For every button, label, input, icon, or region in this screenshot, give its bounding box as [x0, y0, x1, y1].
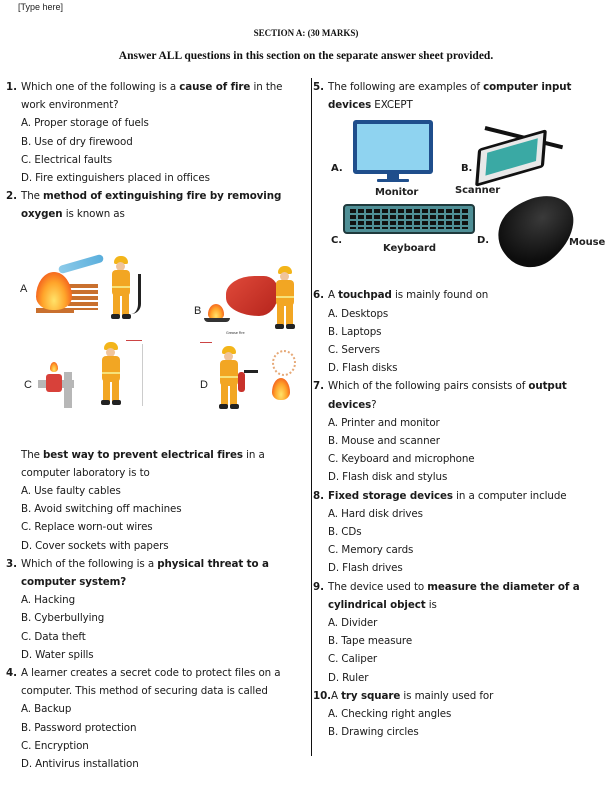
stem-text: The following are examples of	[328, 81, 484, 93]
fire-image-a	[6, 246, 156, 326]
tiny-red-caption	[126, 340, 142, 341]
option-7a: A. Printer and monitor	[328, 416, 440, 429]
question-2	[6, 187, 302, 223]
hose-icon	[126, 274, 141, 314]
firefighter-icon	[98, 342, 128, 410]
option-8b: B. CDs	[328, 526, 362, 539]
image-letter: D	[200, 378, 208, 391]
fire-method-images	[6, 246, 302, 446]
scanner-glass-icon	[485, 139, 537, 176]
option-10a: A. Checking right angles	[328, 708, 452, 721]
stem-text: in a computer laboratory is to	[21, 448, 265, 479]
stem-bold: computer input devices	[328, 81, 572, 112]
option-4d: D. Antivirus installation	[21, 758, 139, 771]
stem-text: A learner creates a secret code to protect files on a computer. This method of securing data is called	[21, 667, 281, 698]
option-2c: C. Replace worn-out wires	[21, 521, 153, 534]
question-1	[6, 78, 302, 114]
question-number: 5.	[313, 81, 324, 93]
section-title: SECTION A: (30 MARKS)	[253, 28, 359, 38]
stem-text: A	[328, 289, 339, 302]
option-2b: B. Avoid switching off machines	[21, 503, 182, 516]
stem-text: Which of the following pairs consists of	[328, 380, 529, 393]
option-8c: C. Memory cards	[328, 544, 414, 557]
option-2a: A. Use faulty cables	[21, 485, 121, 498]
stem-text: Which of the following is a	[21, 557, 158, 570]
keyboard-keys-icon	[350, 209, 468, 229]
panel-divider	[142, 344, 143, 406]
device-letter-c: C.	[331, 235, 342, 247]
header-placeholder: [Type here]	[18, 2, 64, 12]
valve-icon	[46, 374, 62, 392]
stem-bold: try square	[341, 689, 401, 702]
smoke-icon	[272, 350, 296, 376]
image-letter: B	[194, 304, 202, 317]
option-9a: A. Divider	[328, 617, 378, 630]
option-3b: B. Cyberbullying	[21, 612, 105, 625]
stem-text: The	[21, 448, 44, 461]
question-number: 4.	[6, 667, 17, 680]
option-7c: C. Keyboard and microphone	[328, 453, 475, 466]
flame-icon	[36, 272, 72, 310]
stem-bold: cause of fire	[179, 81, 251, 93]
question-number: 3.	[6, 557, 17, 570]
mouse-icon	[486, 181, 588, 281]
stem-text: is mainly used for	[400, 689, 494, 702]
fire-extinguisher-icon	[238, 372, 245, 392]
option-6a: A. Desktops	[328, 307, 389, 320]
flame-icon	[50, 362, 58, 372]
question-3	[6, 555, 302, 591]
fire-image-b	[186, 246, 306, 336]
scanner-icon	[475, 129, 547, 187]
question-number: 7.	[313, 380, 324, 393]
option-3a: A. Hacking	[21, 594, 76, 607]
frying-pan-icon	[204, 318, 230, 322]
stem-text: ?	[371, 398, 377, 411]
stem-text: in a computer include	[452, 489, 567, 502]
option-4b: B. Password protection	[21, 721, 137, 734]
monitor-base-icon	[377, 179, 409, 182]
stem-bold: touchpad	[338, 289, 392, 302]
water-spray-icon	[58, 253, 104, 273]
extinguisher-nozzle-icon	[244, 370, 258, 373]
stem-bold: best way to prevent electrical fires	[43, 448, 243, 461]
option-1c: C. Electrical faults	[21, 153, 113, 166]
fire-image-d	[186, 338, 306, 418]
stem-bold: measure the diameter of a cylindrical object	[328, 580, 580, 611]
option-6d: D. Flash disks	[328, 362, 398, 375]
option-1b: B. Use of dry firewood	[21, 135, 133, 148]
flame-icon	[272, 378, 290, 400]
device-name-mouse: Mouse	[569, 237, 606, 249]
option-7b: B. Mouse and scanner	[328, 435, 440, 448]
pallet-stack-icon	[68, 284, 98, 310]
right-column	[313, 78, 608, 741]
option-9c: C. Caliper	[328, 653, 378, 666]
device-letter-a: A.	[331, 163, 343, 175]
stem-text: The device used to	[328, 580, 428, 593]
option-1d: D. Fire extinguishers placed in offices	[21, 172, 210, 185]
question-number: 1.	[6, 81, 17, 93]
column-divider	[311, 78, 312, 756]
question-number: 9.	[313, 580, 324, 593]
option-9d: D. Ruler	[328, 671, 369, 684]
device-name-monitor: Monitor	[375, 187, 419, 199]
question-9	[313, 578, 608, 614]
stem-text: The	[21, 190, 44, 203]
option-10b: B. Drawing circles	[328, 726, 419, 739]
image-letter: C	[24, 378, 32, 391]
stem-text: in the work environment?	[21, 81, 283, 112]
question-6	[313, 286, 608, 304]
device-letter-d: D.	[477, 235, 489, 247]
option-7d: D. Flash disk and stylus	[328, 471, 448, 484]
stem-text: Which one of the following is a	[21, 81, 180, 93]
question-7	[313, 377, 608, 413]
option-1a: A. Proper storage of fuels	[21, 117, 149, 130]
option-8d: D. Flash drives	[328, 562, 403, 575]
question-5	[313, 78, 608, 114]
stem-text: A	[330, 689, 342, 702]
option-8a: A. Hard disk drives	[328, 507, 423, 520]
stem-text: EXCEPT	[371, 99, 413, 112]
question-number: 2.	[6, 190, 17, 203]
question-8	[313, 487, 608, 505]
option-2d: D. Cover sockets with papers	[21, 539, 169, 552]
stem-text: is known as	[62, 208, 125, 221]
question-4	[6, 664, 302, 700]
device-letter-b: B.	[461, 163, 473, 175]
question-number: 6.	[313, 289, 324, 302]
left-column	[6, 78, 302, 773]
fire-blanket-icon	[226, 276, 278, 316]
device-name-keyboard: Keyboard	[383, 243, 436, 255]
instructions: Answer ALL questions in this section on the separate answer sheet provided.	[118, 50, 494, 62]
pipe-vertical-icon	[64, 372, 72, 408]
monitor-icon	[353, 120, 433, 174]
keyboard-icon	[343, 204, 475, 234]
firefighter-icon	[272, 266, 302, 334]
option-4c: C. Encryption	[21, 739, 89, 752]
stem-text: is mainly found on	[391, 289, 489, 302]
option-6b: B. Laptops	[328, 325, 382, 338]
stem-bold: output devices	[328, 380, 567, 411]
option-4a: A. Backup	[21, 703, 72, 716]
option-3d: D. Water spills	[21, 648, 94, 661]
stem-bold: physical threat to a computer system?	[21, 557, 269, 589]
question-number: 10.	[313, 689, 331, 702]
image-letter: A	[20, 282, 28, 295]
option-6c: C. Servers	[328, 344, 380, 357]
option-9b: B. Tape measure	[328, 635, 413, 648]
option-3c: C. Data theft	[21, 630, 86, 643]
stem-bold: method of extinguishing fire by removing oxygen	[21, 190, 282, 221]
tiny-red-caption	[200, 342, 212, 343]
question-10	[313, 687, 608, 705]
stem-text: is	[425, 598, 437, 611]
stem-bold: Fixed storage devices	[328, 489, 453, 502]
device-name-scanner: Scanner	[455, 185, 501, 197]
fire-image-c	[6, 338, 156, 418]
input-devices-figure	[313, 116, 608, 266]
question-number: 8.	[313, 489, 324, 502]
grease-fire-caption: Grease Fire	[226, 330, 245, 335]
question-2-sub	[6, 446, 302, 482]
